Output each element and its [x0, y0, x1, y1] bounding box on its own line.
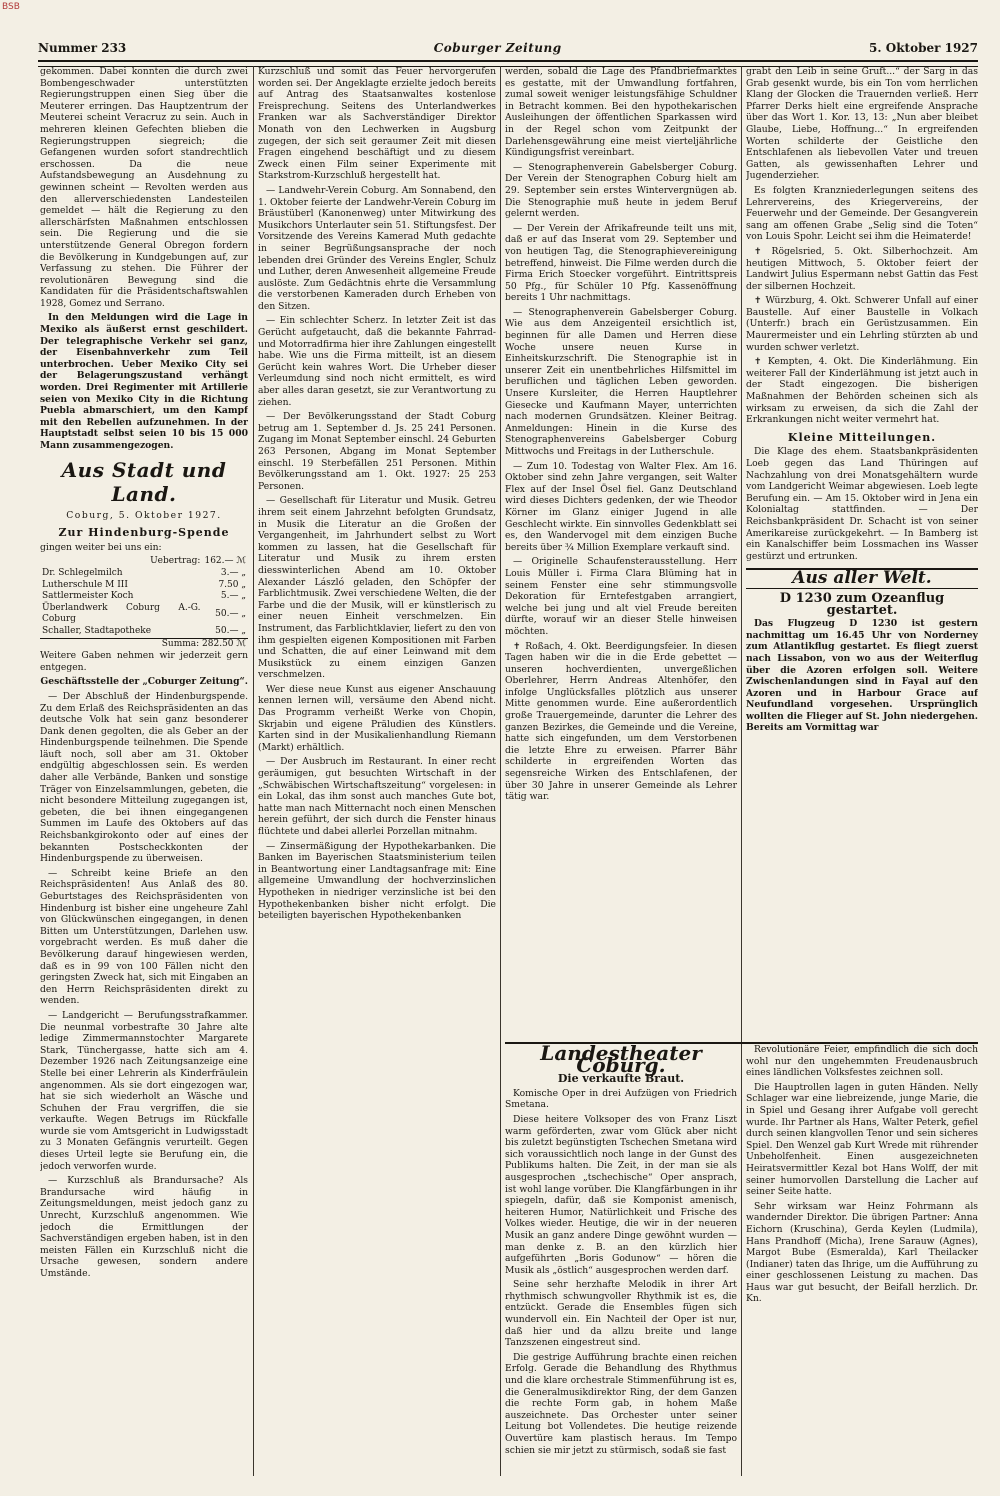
donation-row: [40, 591, 248, 603]
theater-paragraph: Seine sehr herzhafte Melodik in ihrer Art rhythmisch schwungvoller Rhythmik ist es, die entzückt. Gerade die Ensembles fügen sich wundervoll ein. Ein Nachteil der Oper ist nur, daß hier und da allzu breite und lange Tanzszenen eingestreut sind.: [505, 1279, 737, 1349]
article-paragraph: — Der Ausbruch im Restaurant. In einer recht geräumigen, gut besuchten Wirtschaft in der „Schwäbischen Wirtschaftszeitung“ vorgelesen: in ein Lokal, das ihm sonst auch manches Gute bot, hatte man nach Mitternacht noch einen Menschen herein geführt, der sich durch die Fenster hinaus flüchtete und dabei allerlei Porzellan mitnahm.: [258, 756, 496, 837]
donor-name: Schaller, Stadtapotheke: [42, 625, 152, 636]
donor-name: Lutherschule M III: [42, 579, 128, 590]
article-paragraph: — Stenographenverein Gabelsberger Coburg. Der Verein der Stenographen Coburg hielt am 29. September sein erstes Wintervergnügen ab. Die Stenographie muß heute in jedem Beruf gelernt werden.: [505, 161, 737, 220]
donation-row: [40, 556, 248, 568]
donor-name: Uebertrag:: [150, 556, 201, 567]
article-paragraph: Es folgten Kranzniederlegungen seitens des Lehrervereins, des Kriegervereins, der Feuerwehr und der Gemeinde. Der Gesangverein sang am offenen Grabe „Selig sind die Toten“ von Louis Spohr. Leicht sei ihm die Heimaterde!: [746, 184, 978, 243]
donor-name: Dr. Schlegelmilch: [42, 567, 123, 578]
article-paragraph: — Der Verein der Afrikafreunde teilt uns mit, daß er auf das Inserat vom 29. September und von heutigen Tag, die Stenographievereinigung betreffend, hinweist. Die Filme werden durch die Firma Erich Stoecker vorgeführt. Eintrittspreis 50 Pfg., für Schüler 10 Pfg. Kassenöffnung bereits 1 Uhr nachmittags.: [505, 222, 737, 304]
donation-amount: 5.— „: [220, 591, 246, 602]
spende-outro: Weitere Gaben nehmen wir jederzeit gern entgegen.: [40, 650, 248, 673]
theater-subtitle: Die verkaufte Braut.: [557, 1072, 685, 1086]
section-title: Aus Stadt und Land.: [61, 457, 227, 506]
theater-title: Landestheater Coburg.: [540, 1044, 702, 1077]
article-paragraph: Kurzschluß und somit das Feuer hervorgerufen worden sei. Der Angeklagte erzielte jedoch bereits auf Antrag des Staatsanwaltes kostenlose Freisprechung. Seitens des Unterlandwerkes Franken war als Sachverständiger Direktor Monath von den Lechwerken in Augsburg zugegen, der sich seit geraumer Zeit mit diesen Fragen eingehend beschäftigt und zu diesem Zweck einen Film seiner Experimente mit Starkstrom-Kurzschluß hergestellt hat.: [258, 66, 496, 182]
donation-row: [40, 580, 248, 592]
article-paragraph: — Originelle Schaufensterausstellung. Herr Louis Müller i. Firma Clara Blüming hat in seinem Fenster eine sehr stimmungsvolle Dekoration für Erntefestgaben arrangiert, welche bei jung und alt viel Freude bereiten dürfte, worauf wir an dieser Stelle hinweisen möchten.: [505, 556, 737, 637]
article-paragraph: — Zum 10. Todestag von Walter Flex. Am 16. Oktober sind zehn Jahre vergangen, seit Walter Flex auf der Insel Ösel fiel. Ganz Deutschland wird dieses Dichters gedenken, der wie Theodor Körner im Glanz einiger Jugend in alle Geschlecht wirkte. Ein sinnvolles Gedenkblatt sei es, den Wandervogel mit dem einzigen Buche bereits über ¾ Million Exemplare verkauft sind.: [505, 460, 737, 553]
article-paragraph: werden, sobald die Lage des Pfandbriefmarktes es gestatte, mit der Umwandlung fortfahren, zumal soweit weniger leistungsfähige Schuldner in Betracht kommen. Bei den hypothekarischen Ausleihungen der öffentlichen Sparkassen wird in der Regel schon vom Zeitpunkt der Darlehensgewährung eine meist vierteljährliche Kündigungsfrist vereinbart.: [505, 66, 737, 159]
theater-paragraph: Diese heitere Volksoper des von Franz Liszt warm geförderten, zwar vom Glück aber nicht bis zuletzt begünstigten Tschechen Smetana wird sich voraussichtlich noch lange in der Gunst des Publikums halten. Die Zeit, in der man sie als ausgesprochen „tschechische“ Oper ansprach, ist wohl lange vorüber. Die Klangfärbungen in ihr spiegeln, dafür, daß sie Komponist amenisch, heiteren Humor, Natürlichkeit und Frische des Volkes wieder. Heutige, die wir in der neueren Musik an ganz andere Dinge gewöhnt wurden — man denke z. B. an den kürzlich hier aufgeführten „Boris Godunow“ — hören die Musik als „östlich“ ausgesprochen werden darf.: [505, 1113, 737, 1276]
article-paragraph: — Ein schlechter Scherz. In letzter Zeit ist das Gerücht aufgetaucht, daß die bekannte Fahrrad- und Motorradfirma hier ihre Zahlungen eingestellt habe. Wie uns die Firma mitteilt, ist an diesem Gerücht kein wahres Wort. Die Urheber dieser Verleumdung sind noch nicht ermittelt, es wird aber alles daran gesetzt, sie zur Verantwortung zu ziehen.: [258, 315, 496, 408]
article-paragraph: — Gesellschaft für Literatur und Musik. Getreu ihrem seit einem Jahrzehnt befolgten Grundsatz, in Musik die Literatur an die Großen der Vergangenheit, im Jahrhundert selbst zu Wort kommen zu lassen, hat die Gesellschaft für Literatur und Musik zu ihrem ersten diesswinterlichen Abend am 10. Oktober Alexander László geladen, den Schöpfer der Farblichtmusik. Zwei verschiedene Welten, die der Farbe und die der Musik, will er künstlerisch zu einer neuen Einheit verschmelzen. Ein Instrument, das Farblichtklavier, liefert zu den von ihm gespielten eigenen Kompositionen mit Farben und Schatten, die auf einer Leinwand mit dem Musikstück zu einem einzigen Ganzen verschmelzen.: [258, 495, 496, 681]
article-paragraph: — Der Bevölkerungsstand der Stadt Coburg betrug am 1. September d. Js. 25 241 Personen. Zugang im Monat September einschl. 24 Geburten 263 Personen, Abgang im Monat September einschl. 19 Sterbefällen 251 Personen. Mithin Bevölkerungsstand am 1. Okt. 1927: 25 253 Personen.: [258, 411, 496, 492]
donor-name: Sattlermeister Koch: [42, 591, 134, 602]
dateline: Coburg, 5. Oktober 1927.: [66, 509, 222, 521]
theater-paragraph: Die Hauptrollen lagen in guten Händen. Nelly Schlager war eine liebreizende, junge Marie, die in Spiel und Gesang ihrer Aufgabe voll gerecht wurde. Ihr Partner als Hans, Walter Peterk, gefiel durch seinen klangvollen Tenor und sein sicheres Spiel. Den Wenzel gab Kurt Wrede mit rührender Unbeholfenheit. Einen ausgezeichneten Heiratsvermittler Kezal bot Hans Wolff, der mit seiner humorvollen Darstellung die Lacher auf seiner Seite hatte.: [746, 1081, 978, 1198]
library-watermark: BSB: [2, 2, 20, 12]
donation-row: [40, 626, 248, 638]
column-divider: [253, 66, 254, 1476]
column-divider: [741, 1044, 742, 1476]
article-paragraph: — Der Abschluß der Hindenburgspende. Zu dem Erlaß des Reichspräsidenten an das deutsche Volk hat sein ganz besonderer Dank denen gegolten, die als Geber an der Hindenburgspende teilnehmen. Die Spende läuft noch, soll aber am 31. Oktober endgültig abgeschlossen sein. Es werden daher alle Verbände, Banken und sonstige Träger von Einzelsammlungen, gebeten, die nicht besondere Mitteilung zugegangen ist, gebeten, die bei ihnen eingegangenen Summen im Laufe des Oktobers auf das Reichsbankgirokonto oder auf eines der bekannten Postscheckkonten der Hindenburgspende zu überweisen.: [40, 690, 248, 865]
donation-sum: Summa: 282.50 ℳ: [40, 638, 248, 650]
donation-amount: 162.— ℳ: [204, 556, 246, 567]
article-paragraph: ✝ Roßach, 4. Okt. Beerdigungsfeier. In diesen Tagen haben wir die in die Erde gebettet — unseren hochverdienten, unvergeßlichen Oberlehrer, Herrn Andreas Altenhöfer, den infolge Unglücksfalles plötzlich aus unserer Mitte genommen wurde. Eine außerordentlich große Trauergemeinde, darunter die Lehrer des ganzen Bezirkes, die Gemeinde und die Vereine, hatte sich eingefunden, um dem Verstorbenen die letzte Ehre zu erweisen. Pfarrer Bähr schilderte in ergreifenden Worten das segensreiche Wirken des Entschlafenen, der über 30 Jahre in unserer Gemeinde als Lehrer tätig war.: [505, 640, 737, 803]
column-divider: [500, 66, 501, 1476]
article-paragraph: Wer diese neue Kunst aus eigener Anschauung kennen lernen will, versäume den Abend nicht. Das Programm verheißt Werke von Chopin, Skrjabin und eigene Präludien des Künstlers. Karten sind in der Musikalienhandlung Riemann (Markt) erhältlich.: [258, 683, 496, 753]
donor-name: Überlandwerk Coburg A.-G. Coburg: [42, 602, 201, 625]
column-2: [258, 66, 496, 1476]
donation-sum-row: [40, 638, 248, 650]
article-paragraph: grabt den Leib in seine Gruft...“ der Sarg in das Grab gesenkt wurde, bis ein Ton vom herrlichen Klang der Glocken die Trauernden verließ. Herr Pfarrer Derks hielt eine ergreifende Ansprache über das Wort 1. Kor. 13, 13: „Nun aber bleibet Glaube, Liebe, Hoffnung...“ In ergreifenden Worten schilderte der Geistliche den Entschlafenen als liebevollen Vater und treuen Gatten, als gewissenhaften Lehrer und Jugenderzieher.: [746, 66, 978, 182]
article-paragraph: — Zinsermäßigung der Hypothekarbanken. Die Banken im Bayerischen Staatsministerium teilen in Beantwortung einer Landtagsanfrage mit: Eine allgemeine Umwandlung der hochverzinslichen Hypotheken in niedriger verzinsliche ist bei den Hypothekenbanken bisher nicht erfolgt. Die beteiligten bayerischen Hypothekenbanken: [258, 840, 496, 922]
article-paragraph: — Landgericht — Berufungsstrafkammer. Die neunmal vorbestrafte 30 Jahre alte ledige Zimmermannstochter Margarete Stark, Tünchergasse, hatte sich am 4. Dezember 1926 nach Zeitungsanzeige eine Stelle bei einer Lehrerin als Kinderfräulein angenommen. Als sie dort eingezogen war, hat sie sich wiederholt an Wäsche und Schuhen der Frau vergriffen, die sie verkaufte. Wegen Betrugs im Rückfalle wurde sie vom Amtsgericht in Ludwigsstadt zu 3 Monaten Gefängnis verurteilt. Gegen dieses Urteil legte sie Berufung ein, die jedoch verworfen wurde.: [40, 1009, 248, 1172]
column-1: [40, 66, 248, 1476]
article-paragraph: ✝ Rögelsried, 5. Okt. Silberhochzeit. Am heutigen Mittwoch, 5. Oktober feiert der Landwirt Julius Espermann nebst Gattin das Fest der silbernen Hochzeit.: [746, 245, 978, 292]
theater-paragraph: Die gestrige Aufführung brachte einen reichen Erfolg. Gerade die Behandlung des Rhythmus und die klare orchestrale Stimmenführung ist es, die Generalmusikdirektor Ring, der dem Ganzen die rechte Form gab, in hohem Maße auszeichnete. Das Orchester unter seiner Leitung bot Vollendetes. Die heutige reizende Ouvertüre kam plastisch heraus. Im Tempo schien sie mir jetzt zu stürmisch, sodaß sie fast: [505, 1351, 737, 1456]
donation-row: [40, 568, 248, 580]
theater-paragraph: Revolutionäre Feier, empfindlich die sich doch wohl nur den ungehemmten Freudenausbruch eines ländlichen Volksfestes zeichnen soll.: [746, 1044, 978, 1079]
spende-office: Geschäftsstelle der „Coburger Zeitung“.: [40, 676, 248, 688]
issue-number: Nummer 233: [38, 41, 127, 55]
donation-table: [40, 556, 248, 650]
donation-row: [40, 603, 248, 626]
donation-amount: 3.— „: [220, 567, 246, 578]
spende-title: Zur Hindenburg-Spende: [58, 526, 230, 540]
theater-column-1: [505, 1044, 737, 1476]
paper-name: Coburger Zeitung: [433, 41, 562, 55]
article-paragraph: Die Klage des ehem. Staatsbankpräsidenten Loeb gegen das Land Thüringen auf Nachzahlung von drei Monatsgehältern wurde vom Landgericht Weimar abgewiesen. Loeb legte Berufung ein. — Am 15. Oktober wird in Jena ein Kolonialtag stattfinden. — Der Reichsbankpräsident Dr. Schacht ist von seiner Amerikareise zurückgekehrt. — In Bamberg ist ein Kanalschiffer beim Lossmachen ins Wasser gestürzt und ertrunken.: [746, 446, 978, 562]
article-paragraph: — Stenographenverein Gabelsberger Coburg. Wie aus dem Anzeigenteil ersichtlich ist, beginnen für alle Damen und Herren diese Woche unsere neuen Kurse in Einheitskurzschrift. Die Stenographie ist in unserer Zeit ein unentbehrliches Hilfsmittel im beruflichen und täglichen Leben geworden. Unsere Kursleiter, die Herren Hauptlehrer Giesecke und Kaufmann Mayer, unterrichten nach modernen Grundsätzen. Kleiner Beitrag. Anmeldungen: Hinein in die Kurse des Stenographenvereins Gabelsberger Coburg Mittwochs und Freitags in der Lutherschule.: [505, 306, 737, 457]
donation-amount: 50.— „: [215, 608, 246, 619]
article-paragraph: — Schreibt keine Briefe an den Reichspräsidenten! Aus Anlaß des 80. Geburtstages des Reichspräsidenten von Hindenburg ist bisher eine ungeheure Zahl von Glückwünschen eingegangen, in denen Bitten um Unterstützungen, Darlehen usw. vorgebracht werden. Es muß daher die Bevölkerung darauf hingewiesen werden, daß es in 99 von 100 Fällen nicht den geringsten Zweck hat, sich mit Eingaben an den Herrn Reichspräsidenten direkt zu wenden.: [40, 867, 248, 1007]
aus-aller-welt-title: Aus aller Welt.: [746, 568, 978, 589]
theater-paragraph: Sehr wirksam war Heinz Fohrmann als wandernder Direktor. Die übrigen Partner: Anna Eichorn (Kruschina), Gerda Keylen (Ludmila), Hans Prandhoff (Micha), Irene Sarauw (Agnes), Margot Bube (Esmeralda), Karl Theilacker (Indianer) taten das Ihrige, um die Aufführung zu einer geschlossenen Leistung zu machen. Das Haus war gut besucht, der Beifall herzlich. Dr. Kn.: [746, 1200, 978, 1305]
issue-date: 5. Oktober 1927: [869, 41, 978, 55]
theater-paragraph: Komische Oper in drei Aufzügen von Friedrich Smetana.: [505, 1087, 737, 1111]
article-paragraph: — Kurzschluß als Brandursache? Als Brandursache wird häufig in Zeitungsmeldungen, meist jedoch ganz zu Unrecht, Kurzschluß angenommen. Wie jedoch die Ermittlungen der Sachverständigen ergeben haben, ist in den meisten Fällen ein Kurzschluß nicht die Ursache gewesen, sondern andere Umstände.: [40, 1175, 248, 1279]
article-paragraph: ✝ Würzburg, 4. Okt. Schwerer Unfall auf einer Baustelle. Auf einer Baustelle in Volkach (Unterfr.) brach ein Gerüstzusammen. Ein Maurermeister und ein Lehrling stürzten ab und wurden schwer verletzt.: [746, 295, 978, 353]
masthead: [38, 38, 978, 58]
column-3: [505, 66, 737, 1036]
kleine-mitteilungen-title: Kleine Mitteilungen.: [787, 430, 937, 444]
article-paragraph: gekommen. Dabei konnten die durch zwei Bombengeschwader unterstützten Regierungstruppen einen Sieg über die Meuterer erringen. Das Hauptzentrum der Meuterei scheint Veracruz zu sein. Auch in mehreren kleinen Gefechten blieben die Regierungstruppen siegreich; die Gefangenen wurden sofort standrechtlich erschossen. Da die neue Aufstandsbewegung an Ausdehnung zu gewinnen scheint — Revolten werden aus den allerverschiedensten Landesteilen gemeldet — hält die Regierung zu den allerschärfsten Maßnahmen entschlossen sein. Die Regierung und die sie unterstützende General Obregon fordern die Bevölkerung in Kundgebungen auf, zur Verfassung zu stehen. Die Führer der revolutionären Bewegung sind die Kandidaten für die Präsidentschaftswahlen 1928, Gomez und Serrano.: [40, 66, 248, 309]
article-paragraph: ✝ Kempten, 4. Okt. Die Kinderlähmung. Ein weiterer Fall der Kinderlähmung ist jetzt auch in der Stadt eingezogen. Die bisherigen Maßnahmen der Behörden scheinen sich als wirksam zu erweisen, da sich die Zahl der Erkrankungen nicht weiter vermehrt hat.: [746, 356, 978, 426]
flight-headline: D 1230 zum Ozeanflug gestartet.: [779, 590, 945, 618]
theater-column-2: [746, 1044, 978, 1476]
spende-intro: gingen weiter bei uns ein:: [40, 541, 162, 553]
donation-amount: 50.— „: [215, 625, 246, 636]
article-paragraph-bold: In den Meldungen wird die Lage in Mexiko als äußerst ernst geschildert. Der telegraphische Verkehr sei ganz, der Eisenbahnverkehr zum Teil unterbrochen. Ueber Mexiko City sei der Belagerungszustand verhängt worden. Drei Regimenter mit Artillerie seien von Mexiko City in die Richtung Puebla abmarschiert, um den Kampf mit den Rebellen aufzunehmen. In der Hauptstadt selbst seien 10 bis 15 000 Mann zusammengezogen.: [40, 312, 248, 451]
article-paragraph: — Landwehr-Verein Coburg. Am Sonnabend, den 1. Oktober feierte der Landwehr-Verein Coburg im Bräustüberl (Kanonenweg) unter Mitwirkung des Musikchors Unterlauter sein 51. Stiftungsfest. Der Vorsitzende des Vereins Kamerad Muth gedachte in seiner Begrüßungsansprache der noch lebenden drei Gründer des Vereins Engler, Schulz und Luther, deren Anwesenheit allgemeine Freude auslöste. Zum Gedächtnis ehrte die Versammlung die verstorbenen Kameraden durch Erheben von den Sitzen.: [258, 184, 496, 312]
theater-review: [505, 1042, 978, 1476]
flight-paragraph: Das Flugzeug D 1230 ist gestern nachmittag um 16.45 Uhr von Norderney zum Atlantikflug gestartet. Es fliegt zuerst nach Lissabon, von wo aus der Weiterflug über die Azoren erfolgen soll. Weitere Zwischenlandungen sind in Fayal auf den Azoren und in Harbour Grace auf Neufundland vorgesehen. Ursprünglich wollten die Flieger auf St. John niedergehen. Bereits am Vormittag war: [746, 618, 978, 734]
column-4: [746, 66, 978, 1036]
donation-amount: 7.50 „: [218, 579, 246, 590]
